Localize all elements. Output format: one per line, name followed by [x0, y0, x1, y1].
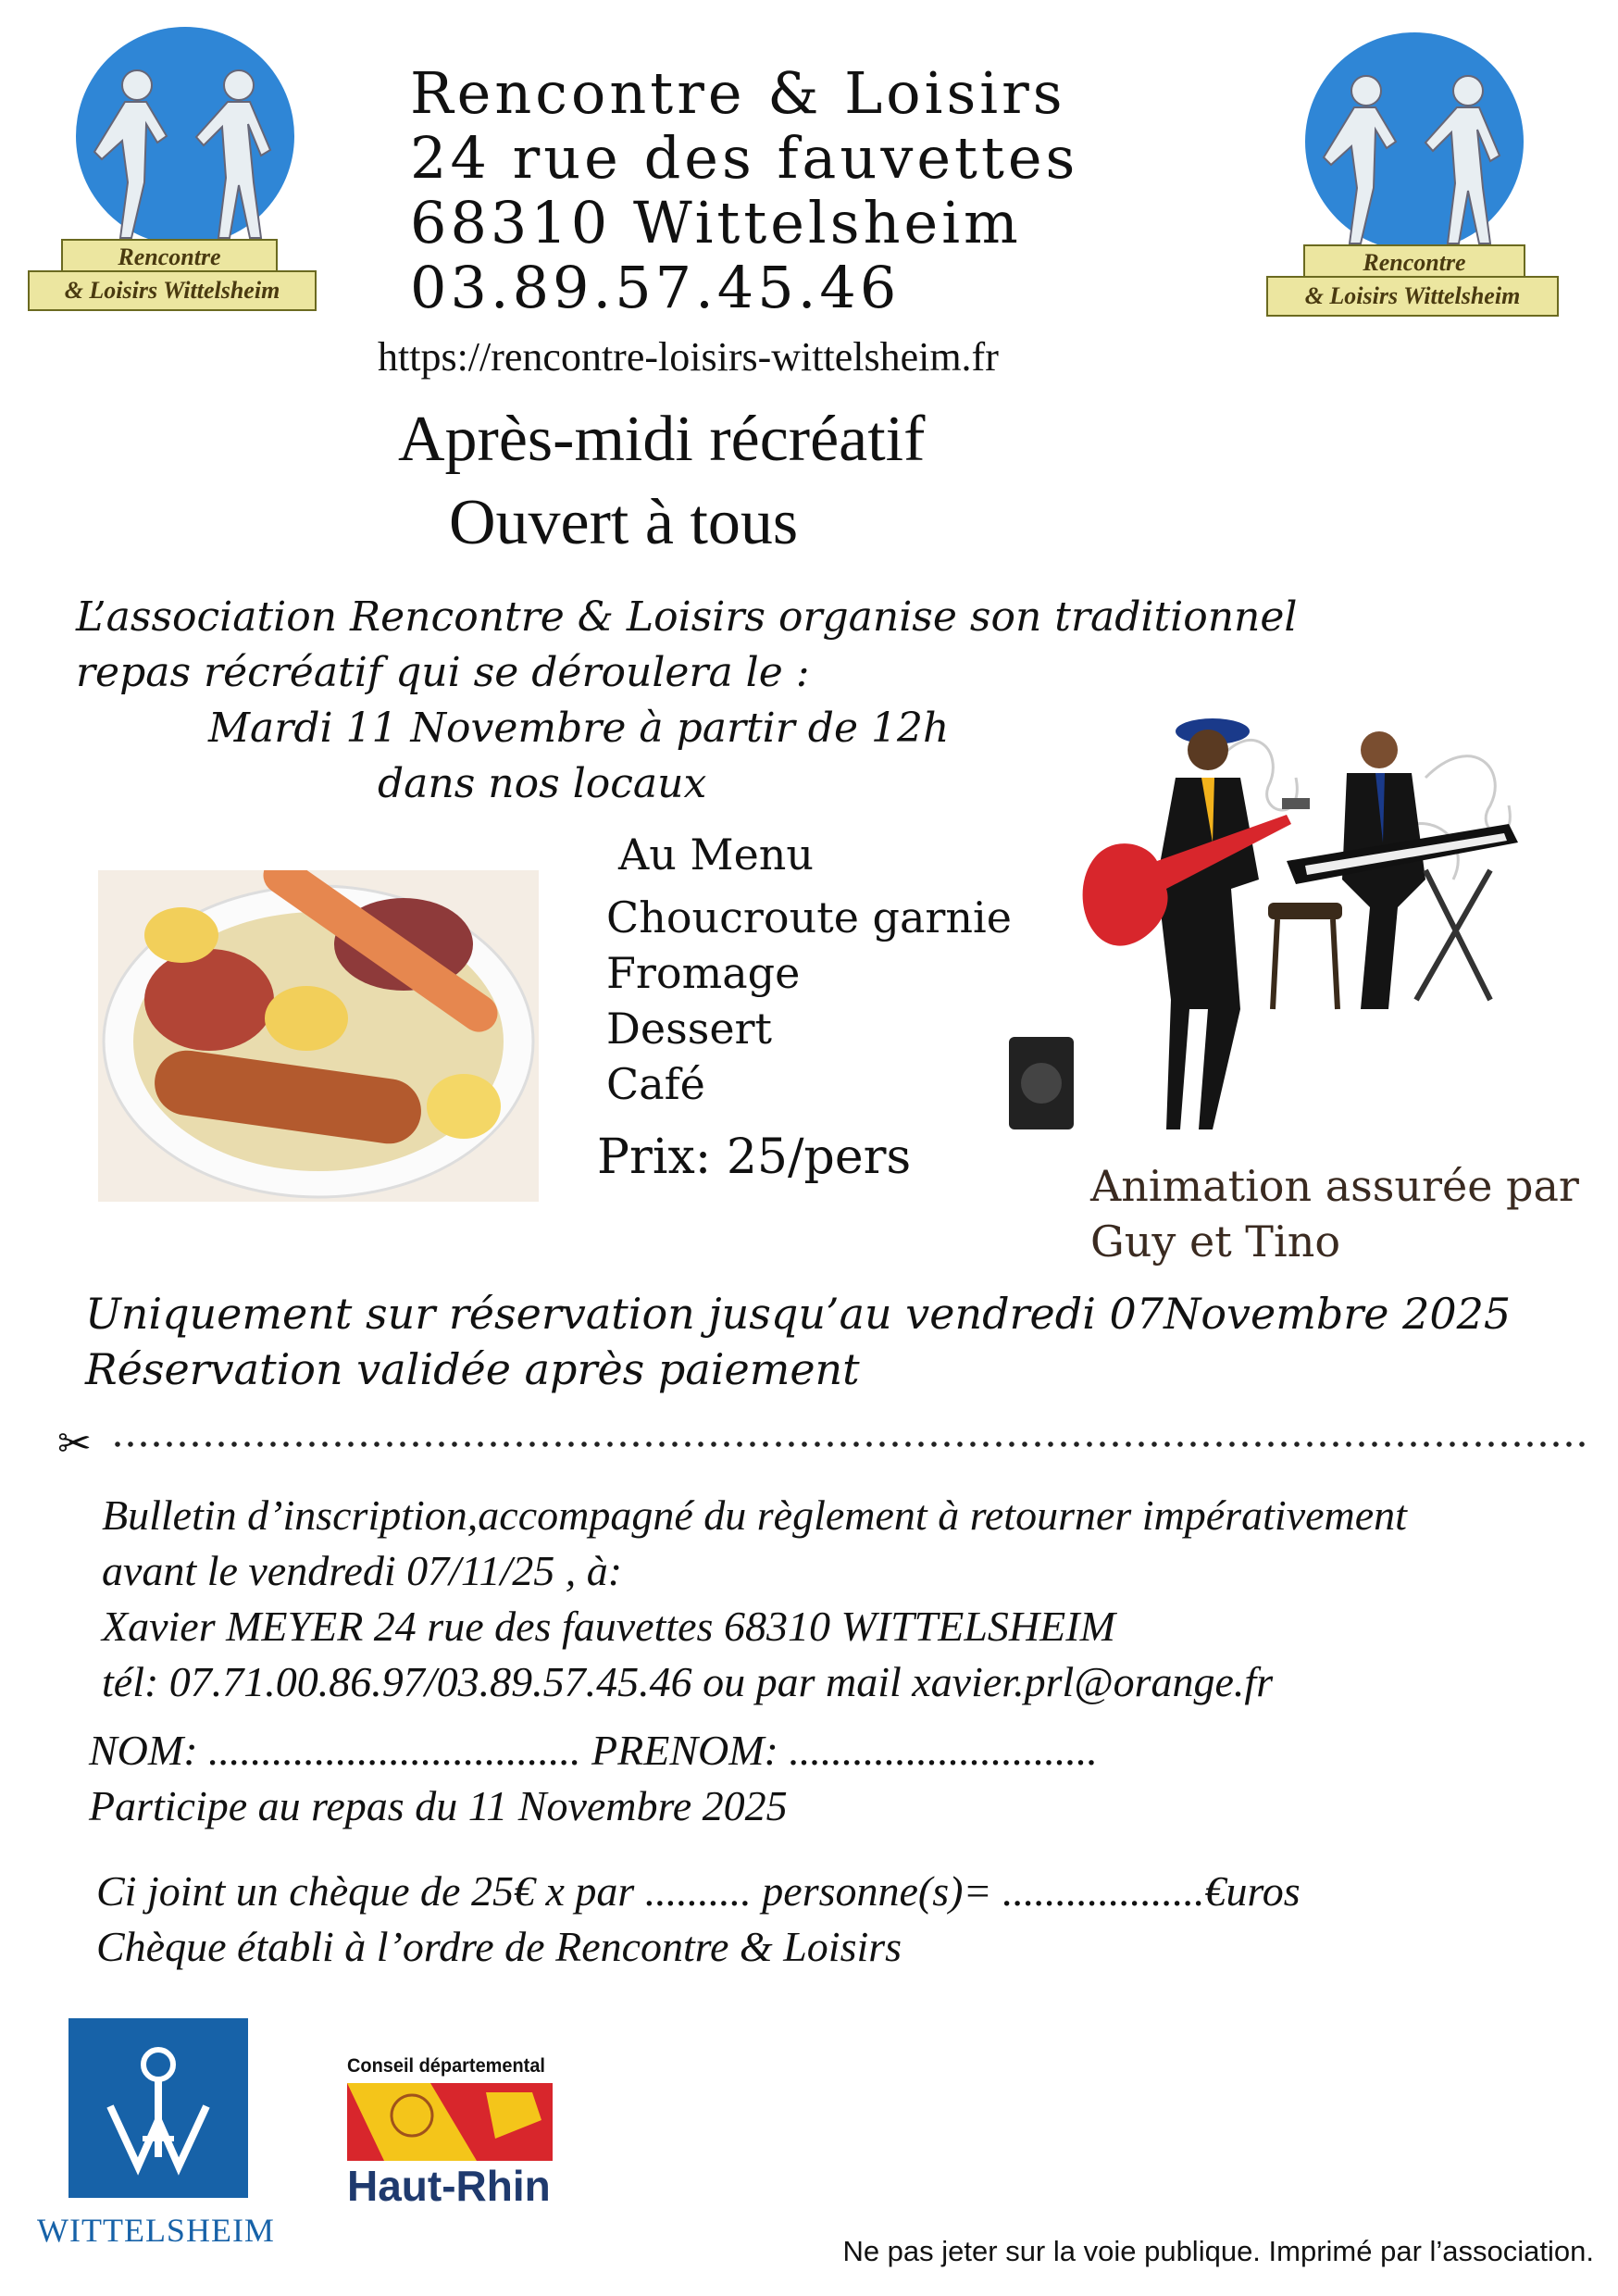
menu-price: Prix: 25/pers — [597, 1129, 912, 1185]
animation-line-1: Animation assurée par — [1090, 1161, 1579, 1211]
intro-line-2: repas récréatif qui se déroulera le : — [76, 649, 810, 696]
org-name: Rencontre & Loisirs — [410, 59, 1066, 127]
org-street: 24 rue des fauvettes — [410, 124, 1079, 192]
page-title: Après-midi récréatif — [398, 404, 926, 475]
form-address: Xavier MEYER 24 rue des fauvettes 68310 WITTELSHEIM — [102, 1603, 1115, 1650]
form-cheque-line[interactable]: Ci joint un chèque de 25€ x par .......... personne(s)= ...................€uros — [96, 1867, 1301, 1915]
form-instructions-2: avant le vendredi 07/11/25 , à: — [102, 1547, 623, 1594]
haut-rhin-logo — [347, 2055, 560, 2210]
form-contact: tél: 07.71.00.86.97/03.89.57.45.46 ou par mail xavier.prl@orange.fr — [102, 1658, 1274, 1705]
wittelsheim-logo — [68, 2018, 248, 2198]
plate-food-icon — [98, 870, 539, 1202]
page-subtitle: Ouvert à tous — [449, 487, 799, 558]
menu-item-1: Choucroute garnie — [606, 892, 1012, 942]
scissors-icon: ✂ — [57, 1420, 92, 1467]
form-instructions-1: Bulletin d’inscription,accompagné du règlement à retourner impérativement — [102, 1491, 1407, 1539]
logo-left — [28, 20, 317, 317]
website-link[interactable]: https://rencontre-loisirs-wittelsheim.fr — [378, 334, 999, 380]
org-phone: 03.89.57.45.46 — [410, 254, 901, 321]
haut-rhin-label: Haut-Rhin — [347, 2162, 551, 2210]
intro-line-1: L’association Rencontre & Loisirs organise son traditionnel — [76, 593, 1298, 641]
conseil-label: Conseil départemental — [347, 2055, 545, 2077]
choucroute-image — [98, 870, 539, 1202]
menu-item-2: Fromage — [606, 948, 801, 998]
logo-left-banner: Rencontre — [61, 239, 278, 276]
wittelsheim-emblem-icon — [68, 2018, 248, 2198]
form-name-fields[interactable]: NOM: ................................... PRENOM: ............................. — [89, 1727, 1098, 1774]
haut-rhin-emblem-icon — [347, 2083, 553, 2161]
musicians-icon — [990, 694, 1546, 1139]
footer-note: Ne pas jeter sur la voie publique. Imprimé par l’association. — [842, 2235, 1594, 2267]
logo-right-banner-2: & Loisirs Wittelsheim — [1266, 276, 1559, 317]
org-city: 68310 Wittelsheim — [410, 189, 1022, 256]
logo-left-banner-2: & Loisirs Wittelsheim — [28, 270, 317, 311]
logo-right — [1266, 26, 1561, 322]
cut-dotted-line — [111, 1441, 1592, 1448]
reservation-deadline: Uniquement sur réservation jusqu’au vendredi 07Novembre 2025 — [85, 1289, 1512, 1339]
menu-item-3: Dessert — [606, 1004, 773, 1054]
menu-item-4: Café — [606, 1059, 705, 1109]
globe-dancers-icon — [28, 20, 317, 252]
menu-heading: Au Menu — [618, 830, 815, 880]
wittelsheim-label: WITTELSHEIM — [37, 2212, 275, 2249]
intro-date: Mardi 11 Novembre à partir de 12h — [208, 705, 950, 752]
logo-right-banner: Rencontre — [1303, 244, 1525, 281]
globe-dancers-icon — [1266, 26, 1561, 257]
musicians-illustration — [990, 694, 1546, 1139]
form-cheque-order: Chèque établi à l’ordre de Rencontre & Loisirs — [96, 1923, 902, 1970]
reservation-validation: Réservation validée après paiement — [85, 1344, 860, 1394]
form-participation: Participe au repas du 11 Novembre 2025 — [89, 1782, 788, 1829]
animation-line-2: Guy et Tino — [1090, 1217, 1341, 1267]
intro-location: dans nos locaux — [378, 760, 707, 807]
